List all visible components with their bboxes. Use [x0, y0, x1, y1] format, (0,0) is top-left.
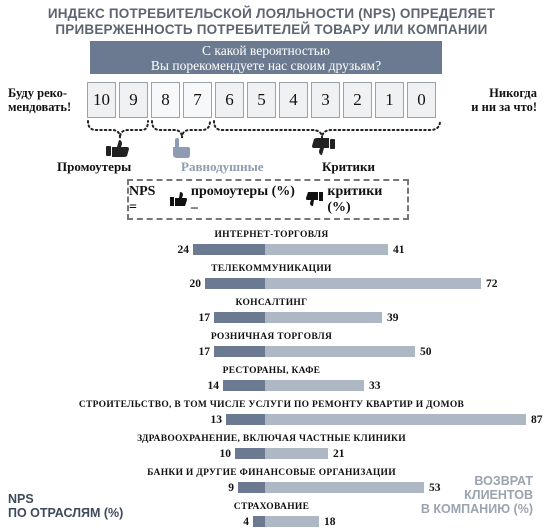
legend-nps: [8, 492, 123, 520]
promoters-bracket: [88, 121, 148, 138]
nps-value-label: 10: [219, 448, 231, 460]
return-value-label: 50: [420, 346, 432, 358]
score-cell: 3: [311, 82, 340, 118]
score-cell: 5: [247, 82, 276, 118]
nps-bar: [238, 482, 265, 493]
neutral-label: Равнодушные: [181, 159, 264, 174]
nps-bar: [193, 244, 265, 255]
return-value-label: 53: [429, 482, 441, 494]
nps-value-label: 9: [228, 482, 234, 494]
nps-bar: [205, 278, 265, 289]
promoters-label: Промоутеры: [57, 159, 132, 174]
nps-bar: [226, 414, 265, 425]
critics-label: Критики: [322, 159, 376, 174]
category-label: РЕСТОРАНЫ, КАФЕ: [222, 366, 321, 376]
score-cell: 0: [407, 82, 436, 118]
category-label: БАНКИ И ДРУГИЕ ФИНАНСОВЫЕ ОРГАНИЗАЦИИ: [147, 468, 396, 478]
nps-bar: [214, 346, 265, 357]
title-line-2: ПРИВЕРЖЕННОСТЬ ПОТРЕБИТЕЛЕЙ ТОВАРУ ИЛИ КОМПАНИИ: [55, 22, 488, 37]
formula-left: NPS =: [129, 183, 156, 215]
return-value-label: 39: [387, 312, 399, 324]
legend-return: [421, 474, 533, 516]
nps-value-label: 13: [210, 414, 222, 426]
never-label-line-1: Никогда: [489, 86, 537, 100]
formula-mid: промоутеры (%) –: [190, 183, 295, 215]
return-bar: [265, 244, 388, 255]
critics-bracket: [214, 121, 440, 138]
return-bar: [265, 414, 526, 425]
nps-value-label: 24: [177, 244, 189, 256]
score-cell: 1: [375, 82, 404, 118]
return-value-label: 21: [333, 448, 345, 460]
category-label: ТЕЛЕКОММУНИКАЦИИ: [211, 264, 332, 274]
question-line-2: Вы порекомендуете нас своим друзьям?: [150, 58, 382, 73]
return-value-label: 72: [486, 278, 498, 290]
legend-return-line-1: ВОЗВРАТ: [474, 474, 533, 488]
return-bar: [265, 516, 319, 527]
legend-return-line-2: КЛИЕНТОВ: [464, 488, 533, 502]
nps-value-label: 20: [189, 278, 201, 290]
return-value-label: 41: [393, 244, 405, 256]
category-label: ИНТЕРНЕТ-ТОРГОВЛЯ: [214, 230, 329, 240]
category-label: СТРОИТЕЛЬСТВО, В ТОМ ЧИСЛЕ УСЛУГИ ПО РЕМОНТУ КВАРТИР И ДОМОВ: [78, 400, 465, 410]
score-cell: 6: [215, 82, 244, 118]
nps-bar: [214, 312, 265, 323]
formula-thumbs-down-icon: [306, 192, 323, 207]
nps-bar: [253, 516, 265, 527]
formula-right: критики (%): [327, 183, 383, 215]
score-cell: 8: [151, 82, 180, 118]
return-bar: [265, 482, 424, 493]
formula-thumbs-up-icon: [170, 192, 187, 207]
return-value-label: 18: [324, 516, 336, 528]
title-line-1: ИНДЕКС ПОТРЕБИТЕЛЬСКОЙ ЛОЯЛЬНОСТИ (NPS) ОПРЕДЕЛЯЕТ: [47, 6, 496, 21]
category-label: ЗДРАВООХРАНЕНИЕ, ВКЛЮЧАЯ ЧАСТНЫЕ КЛИНИКИ: [137, 434, 406, 444]
score-cell: 9: [119, 82, 148, 118]
nps-bar: [235, 448, 265, 459]
category-label: РОЗНИЧНАЯ ТОРГОВЛЯ: [210, 332, 333, 342]
score-cell: 7: [183, 82, 212, 118]
return-value-label: 33: [369, 380, 381, 392]
score-cell: 2: [343, 82, 372, 118]
nps-value-label: 17: [198, 346, 210, 358]
nps-value-label: 14: [207, 380, 219, 392]
never-label-line-2: и ни за что!: [471, 100, 537, 114]
return-bar: [265, 278, 481, 289]
nps-value-label: 17: [198, 312, 210, 324]
legend-nps-line-2: ПО ОТРАСЛЯМ (%): [8, 506, 124, 520]
return-bar: [265, 346, 415, 357]
return-bar: [265, 380, 364, 391]
recommend-label-line-1: Буду реко-: [8, 86, 68, 100]
return-bar: [265, 312, 382, 323]
score-cell: 10: [87, 82, 116, 118]
category-label: СТРАХОВАНИЕ: [233, 502, 310, 512]
legend-nps-line-1: NPS: [8, 492, 34, 506]
legend-return-line-3: В КОМПАНИЮ (%): [420, 502, 533, 516]
question-line-1: С какой вероятностью: [201, 43, 331, 58]
recommend-label-line-2: мендовать!: [8, 100, 72, 114]
thumbs-up-icon: [106, 140, 129, 157]
nps-value-label: 4: [243, 516, 249, 528]
return-value-label: 87: [531, 414, 543, 426]
neutral-hand-icon: [173, 138, 190, 158]
score-cell: 4: [279, 82, 308, 118]
neutral-bracket: [152, 121, 210, 138]
thumbs-down-icon: [312, 138, 335, 155]
category-label: КОНСАЛТИНГ: [235, 298, 308, 308]
nps-bar: [223, 380, 265, 391]
return-bar: [265, 448, 328, 459]
nps-formula: [127, 179, 409, 220]
